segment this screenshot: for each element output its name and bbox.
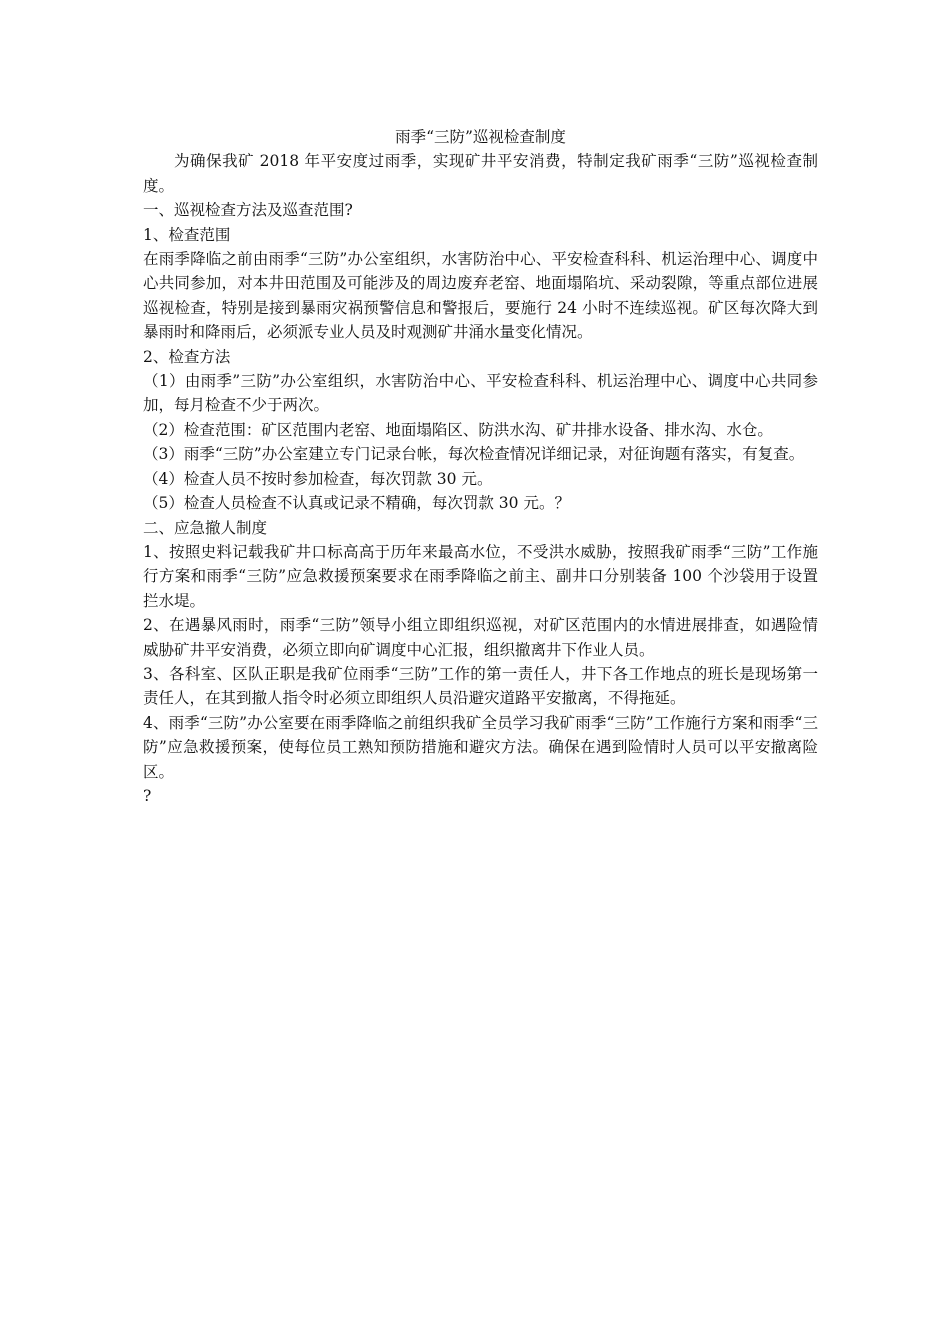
paragraph: 1、检查范围 [143, 225, 231, 244]
paragraph: 3、各科室、区队正职是我矿位雨季“三防”工作的第一责任人，井下各工作地点的班长是现场第一责任人，在其到撤人指令时必须立即组织人员沿避灾道路平安撤离，不得拖延。 [143, 664, 818, 708]
paragraph: （2）检查范围：矿区范围内老窑、地面塌陷区、防洪水沟、矿井排水设备、排水沟、水仓。 [143, 420, 773, 439]
paragraph: ? [143, 786, 152, 805]
paragraph: （3）雨季“三防”办公室建立专门记录台帐，每次检查情况详细记录，对征询题有落实，有复查。 [143, 445, 805, 464]
paragraph: （1）由雨季”三防”办公室组织，水害防治中心、平安检查科科、机运治理中心、调度中心共同参加，每月检查不少于两次。 [143, 372, 818, 415]
paragraph: 一、巡视检查方法及巡查范围? [143, 201, 353, 220]
paragraph: 2、检查方法 [143, 347, 231, 366]
paragraph: 1、按照史料记载我矿井口标高高于历年来最高水位，不受洪水威胁，按照我矿雨季“三防”工作施行方案和雨季“三防”应急救援预案要求在雨季降临之前主、副井口分别装备 100 个沙袋用于设置拦水堤。 [143, 542, 818, 610]
paragraph: 4、雨季“三防”办公室要在雨季降临之前组织我矿全员学习我矿雨季“三防”工作施行方案和雨季“三防”应急救援预案，使每位员工熟知预防措施和避灾方法。确保在遇到险情时人员可以平安撤离险区。 [143, 713, 818, 781]
paragraph: 为确保我矿 2018 年平安度过雨季，实现矿井平安消费，特制定我矿雨季“三防”巡视检查制度。 [143, 152, 818, 195]
paragraph: 2、在遇暴风雨时，雨季“三防”领导小组立即组织巡视，对矿区范围内的水情进展排查，如遇险情威胁矿井平安消费，必须立即向矿调度中心汇报，组织撤离井下作业人员。 [143, 616, 818, 659]
document-title: 雨季“三防”巡视检查制度 [395, 128, 566, 146]
document-body [143, 149, 818, 808]
document-page [143, 125, 818, 808]
paragraph: 在雨季降临之前由雨季“三防”办公室组织，水害防治中心、平安检查科科、机运治理中心、调度中心共同参加，对本井田范围及可能涉及的周边废弃老窑、地面塌陷坑、采动裂隙，等重点部位进展巡视检查，特别是接到暴雨灾祸预警信息和警报后，要施行 24 小时不连续巡视。矿区每次降大到暴雨时和降雨后，必须派专业人员及时观测矿井涌水量变化情况。 [143, 250, 818, 342]
paragraph: （4）检查人员不按时参加检查，每次罚款 30 元。 [143, 469, 493, 488]
paragraph: （5）检查人员检查不认真或记录不精确，每次罚款 30 元。？ [143, 494, 570, 513]
paragraph: 二、应急撤人制度 [143, 518, 268, 537]
